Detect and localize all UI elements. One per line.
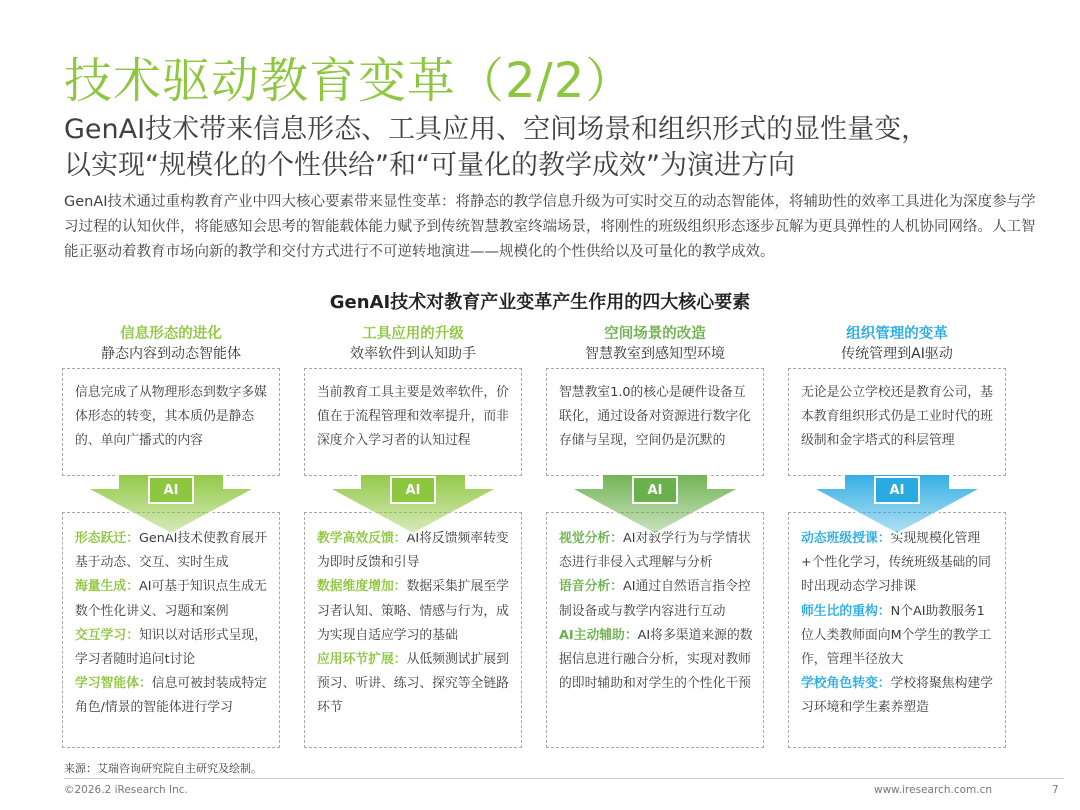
website-link[interactable]: www.iresearch.com.cn (874, 784, 993, 796)
column-header (786, 324, 1008, 364)
change-item (75, 672, 271, 720)
change-text: 从低频测试扩展到预习、听讲、练习、探究等全链路环节 (317, 652, 509, 716)
current-state-box: 当前教育工具主要是效率软件，价值在于流程管理和效率提升，而非深度介入学习者的认知过程 (304, 368, 522, 476)
page-subtitle (64, 112, 1044, 184)
column-header (544, 324, 766, 364)
column-title: 空间场景的改造 (604, 326, 706, 342)
ai-change-box (788, 512, 1006, 748)
change-text: 数据采集扩展至学习者认知、策略、情感与行为，成为实现自适应学习的基础 (317, 579, 509, 643)
change-text: 实现规模化管理+个性化学习，传统班级基础的同时出现动态学习排课 (801, 531, 991, 595)
column-subtitle: 静态内容到动态智能体 (101, 346, 241, 362)
change-text: 知识以对话形式呈现，学习者随时追问t讨论 (75, 627, 267, 668)
current-state-box: 信息完成了从物理形态到数字多媒体形态的转变，其本质仍是静态的、单向广播式的内容 (62, 368, 280, 476)
change-item (75, 624, 271, 672)
change-keyword: 学校角色转变： (801, 676, 891, 692)
change-item (801, 527, 997, 600)
ai-arrow-icon (302, 474, 524, 536)
change-text: AI通过自然语言指令控制设备或与教学内容进行互动 (559, 579, 751, 619)
change-item (801, 672, 997, 720)
column-subtitle: 效率软件到认知助手 (350, 346, 476, 362)
column-subtitle: 传统管理到AI驱动 (841, 346, 953, 362)
element-column (60, 324, 282, 748)
change-text: N个AI助教服务1位人类教师面向M个学生的教学工作，管理半径放大 (801, 603, 992, 668)
change-text: GenAI技术使教育展开基于动态、交互、实时生成 (75, 531, 267, 571)
change-text: 学校将聚焦构建学习环境和学生素养塑造 (801, 676, 993, 716)
ai-label: AI (163, 483, 179, 498)
change-keyword: 形态跃迁： (75, 531, 139, 546)
ai-change-box (304, 512, 522, 748)
change-item (801, 600, 997, 673)
change-keyword: 交互学习： (75, 627, 139, 643)
subtitle-line-1: GenAI技术带来信息形态、工具应用、空间场景和组织形式的显性量变， (64, 114, 929, 145)
copyright: ©2026.2 iResearch Inc. (64, 784, 188, 796)
ai-change-box (62, 512, 280, 748)
ai-arrow-icon (544, 474, 766, 536)
column-title: 工具应用的升级 (362, 326, 464, 342)
change-keyword: 语音分析： (559, 579, 623, 595)
change-keyword: 数据维度增加： (317, 579, 407, 595)
change-item (75, 575, 271, 623)
change-item (559, 624, 755, 697)
change-text: AI将反馈频率转变为即时反馈和引导 (317, 531, 509, 571)
change-text: AI可基于知识点生成无数个性化讲义、习题和案例 (75, 579, 267, 619)
column-title: 组织管理的变革 (846, 326, 948, 342)
element-column (786, 324, 1008, 748)
current-state-box: 无论是公立学校还是教育公司，基本教育组织形式仍是工业时代的班级制和金字塔式的科层管理 (788, 368, 1006, 476)
intro-paragraph: GenAI技术通过重构教育产业中四大核心要素带来显性变革：将静态的教学信息升级为可实时交互的动态智能体，将辅助性的效率工具进化为深度参与学习过程的认知伙伴，将能感知会思考的智能载体能力赋予到传统智慧教室终端场景，将刚性的班级组织形态逐步瓦解为更具弹性的人机协同网络。人工智能正驱动着教育市场向新的教学和交付方式进行不可逆转地演进——规模化的个性供给以及可量化的教学成效。 (64, 194, 1036, 260)
current-state-box: 智慧教室1.0的核心是硬件设备互联化，通过设备对资源进行数字化存储与呈现，空间仍是沉默的 (546, 368, 764, 476)
page-title: 技术驱动教育变革（2/2） (64, 53, 635, 109)
source-note: 来源：艾瑞咨询研究院自主研究及绘制。 (64, 762, 262, 775)
ai-change-box (546, 512, 764, 748)
change-text: 信息可被封装成特定角色/情景的智能体进行学习 (75, 676, 267, 716)
column-subtitle: 智慧教室到感知型环境 (585, 346, 725, 362)
ai-label: AI (889, 483, 905, 498)
change-text: AI将多渠道来源的数据信息进行融合分析，实现对教师的即时辅助和对学生的个性化干预 (559, 627, 753, 692)
element-column (544, 324, 766, 748)
column-header (302, 324, 524, 364)
ai-label: AI (405, 483, 421, 498)
change-text: AI对教学行为与学情状态进行非侵入式理解与分析 (559, 531, 751, 571)
change-keyword: 视觉分析： (559, 531, 623, 546)
change-keyword: 师生比的重构： (801, 603, 891, 619)
section-heading: GenAI技术对教育产业变革产生作用的四大核心要素 (329, 292, 751, 313)
element-column (302, 324, 524, 748)
ai-label: AI (647, 483, 663, 498)
subtitle-line-2: 以实现“规模化的个性供给”和“可量化的教学成效”为演进方向 (64, 150, 795, 181)
ai-arrow-icon (60, 474, 282, 536)
column-title: 信息形态的进化 (120, 326, 222, 342)
page-number: 7 (1052, 784, 1059, 796)
ai-arrow-icon (786, 474, 1008, 536)
change-keyword: 教学高效反馈： (317, 531, 407, 546)
change-keyword: 动态班级授课： (801, 531, 891, 546)
change-keyword: 学习智能体： (75, 676, 152, 692)
change-item (317, 575, 513, 648)
change-keyword: 应用环节扩展： (317, 652, 407, 668)
change-keyword: 海量生成： (75, 579, 139, 595)
change-item (559, 575, 755, 623)
column-header (60, 324, 282, 364)
change-item (317, 648, 513, 721)
change-keyword: AI主动辅助： (559, 627, 638, 643)
footer-divider (64, 778, 1064, 779)
